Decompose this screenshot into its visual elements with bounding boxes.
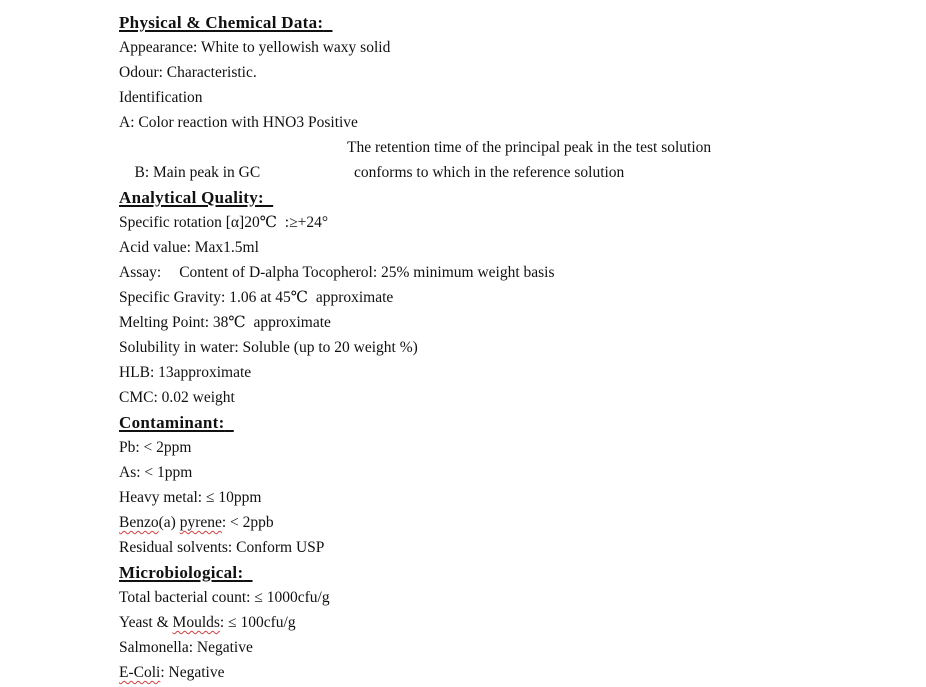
yeast-value: : ≤ 100cfu/g: [219, 614, 296, 631]
assay-value: Content of D-alpha Tocopherol: 25% minimum weight basis: [179, 264, 555, 281]
heavy-metal-line: Heavy metal: ≤ 10ppm: [119, 489, 262, 506]
yeast-prefix: Yeast &: [119, 614, 173, 631]
identification-line: Identification: [119, 89, 203, 106]
section-heading-contaminant: Contaminant:: [119, 413, 225, 432]
specific-gravity-line: Specific Gravity: 1.06 at 45℃ approximate: [119, 289, 394, 306]
as-line: As: < 1ppm: [119, 464, 193, 481]
specific-rotation-line: Specific rotation [α]20℃ :≥+24°: [119, 214, 329, 231]
specification-document: [119, 10, 899, 685]
salmonella-line: Salmonella: Negative: [119, 639, 253, 656]
benzo-value: : < 2ppb: [221, 514, 274, 531]
assay-label: Assay:: [119, 264, 162, 281]
yeast-moulds-line: [119, 610, 899, 635]
ecoli-value: : Negative: [160, 664, 225, 681]
assay-line: [119, 260, 899, 285]
odour-line: Odour: Characteristic.: [119, 64, 257, 81]
identification-b-label: B: Main peak in GC: [134, 164, 261, 181]
hlb-line: HLB: 13approximate: [119, 364, 252, 381]
section-heading-analytical-quality: Analytical Quality:: [119, 188, 265, 207]
benzo-pyrene-line: [119, 510, 899, 535]
section-heading-physical-chemical: Physical & Chemical Data:: [119, 13, 324, 32]
solubility-line: Solubility in water: Soluble (up to 20 weight %): [119, 339, 418, 356]
identification-b-value-1: The retention time of the principal peak in the test solution: [347, 139, 712, 156]
pb-line: Pb: < 2ppm: [119, 439, 192, 456]
identification-b-value-2: conforms to which in the reference solution: [354, 164, 625, 181]
spellcheck-word-moulds: Moulds: [172, 614, 220, 631]
spellcheck-word-pyrene: pyrene: [179, 514, 222, 531]
spellcheck-word-ecoli: E-Coli: [119, 664, 161, 681]
melting-point-line: Melting Point: 38℃ approximate: [119, 314, 331, 331]
residual-solvents-line: Residual solvents: Conform USP: [119, 539, 325, 556]
total-bacterial-line: Total bacterial count: ≤ 1000cfu/g: [119, 589, 330, 606]
spellcheck-word-benzo: Benzo: [119, 514, 159, 531]
benzo-mid-text: (a): [158, 514, 180, 531]
identification-a-line: A: Color reaction with HNO3 Positive: [119, 114, 358, 131]
appearance-line: Appearance: White to yellowish waxy solid: [119, 39, 391, 56]
ecoli-line: [119, 660, 899, 685]
acid-value-line: Acid value: Max1.5ml: [119, 239, 259, 256]
section-heading-microbiological: Microbiological:: [119, 563, 244, 582]
cmc-line: CMC: 0.02 weight: [119, 389, 235, 406]
identification-b-continuation: [119, 160, 899, 185]
